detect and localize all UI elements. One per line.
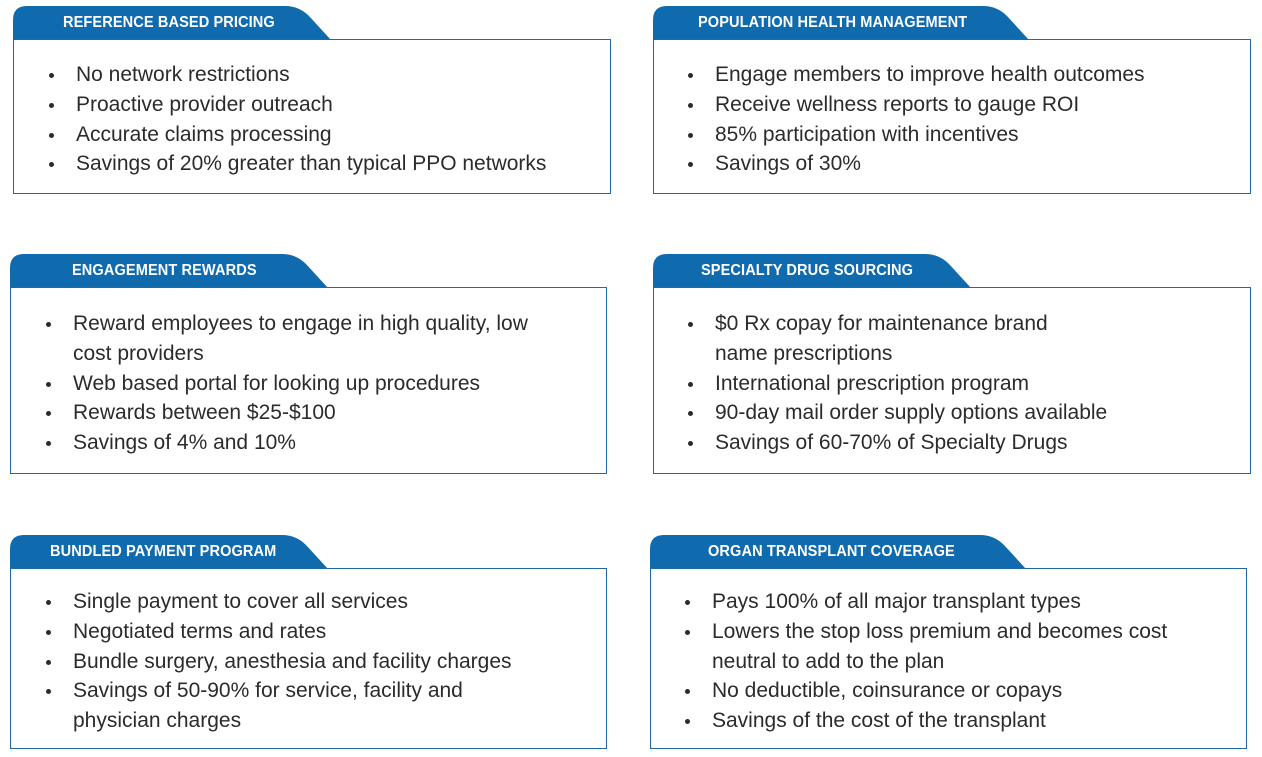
card-body — [650, 568, 1247, 749]
card-title: ENGAGEMENT REWARDS — [72, 262, 257, 279]
bullet-item: Savings of 4% and 10% — [43, 428, 543, 458]
bullet-item: Proactive provider outreach — [46, 90, 606, 120]
bullet-item: Negotiated terms and rates — [43, 617, 523, 647]
bullet-list — [43, 587, 523, 736]
card-title: SPECIALTY DRUG SOURCING — [701, 262, 914, 279]
card-population-health-management — [653, 6, 1251, 194]
bullet-item: Savings of 30% — [685, 149, 1245, 179]
card-header-tab — [13, 6, 331, 40]
card-body — [10, 568, 607, 749]
bullet-item: Receive wellness reports to gauge ROI — [685, 90, 1245, 120]
bullet-item: Accurate claims processing — [46, 120, 606, 150]
bullet-item: International prescription program — [685, 369, 1085, 399]
card-body — [13, 39, 611, 194]
bullet-item: Lowers the stop loss premium and becomes cost neutral to add to the plan — [682, 617, 1202, 677]
bullet-item: 90-day mail order supply options available — [685, 398, 1085, 428]
card-engagement-rewards — [10, 254, 607, 474]
bullet-item: Bundle surgery, anesthesia and facility charges — [43, 647, 523, 677]
bullet-item: Reward employees to engage in high quality, low cost providers — [43, 309, 543, 369]
card-title: BUNDLED PAYMENT PROGRAM — [50, 543, 277, 560]
bullet-item: Savings of 60-70% of Specialty Drugs — [685, 428, 1085, 458]
card-organ-transplant-coverage — [650, 535, 1247, 749]
bullet-item: 85% participation with incentives — [685, 120, 1245, 150]
bullet-list — [46, 60, 606, 179]
bullet-item: No deductible, coinsurance or copays — [682, 676, 1202, 706]
card-reference-based-pricing — [13, 6, 611, 194]
card-body — [653, 287, 1251, 474]
card-body — [10, 287, 607, 474]
bullet-list — [43, 309, 543, 458]
bullet-item: $0 Rx copay for maintenance brand name prescriptions — [685, 309, 1085, 369]
bullet-item: Web based portal for looking up procedures — [43, 369, 543, 399]
card-header-tab — [653, 254, 971, 288]
card-header-tab — [653, 6, 1029, 40]
bullet-item: Savings of the cost of the transplant — [682, 706, 1202, 736]
card-bundled-payment-program — [10, 535, 607, 749]
bullet-list — [685, 309, 1108, 458]
card-title: ORGAN TRANSPLANT COVERAGE — [708, 543, 955, 560]
card-body — [653, 39, 1251, 194]
bullet-item: Savings of 50-90% for service, facility and physician charges — [43, 676, 523, 736]
bullet-item: Savings of 20% greater than typical PPO networks — [46, 149, 606, 179]
card-header-tab — [650, 535, 1026, 569]
bullet-item: Rewards between $25-$100 — [43, 398, 543, 428]
bullet-item: Engage members to improve health outcomes — [685, 60, 1245, 90]
card-header-tab — [10, 254, 328, 288]
card-title: POPULATION HEALTH MANAGEMENT — [698, 14, 968, 31]
card-specialty-drug-sourcing — [653, 254, 1251, 474]
card-header-tab — [10, 535, 328, 569]
bullet-item: Pays 100% of all major transplant types — [682, 587, 1202, 617]
card-title: REFERENCE BASED PRICING — [63, 14, 275, 31]
bullet-list — [682, 587, 1202, 736]
bullet-item: Single payment to cover all services — [43, 587, 523, 617]
bullet-item: No network restrictions — [46, 60, 606, 90]
bullet-list — [685, 60, 1245, 179]
